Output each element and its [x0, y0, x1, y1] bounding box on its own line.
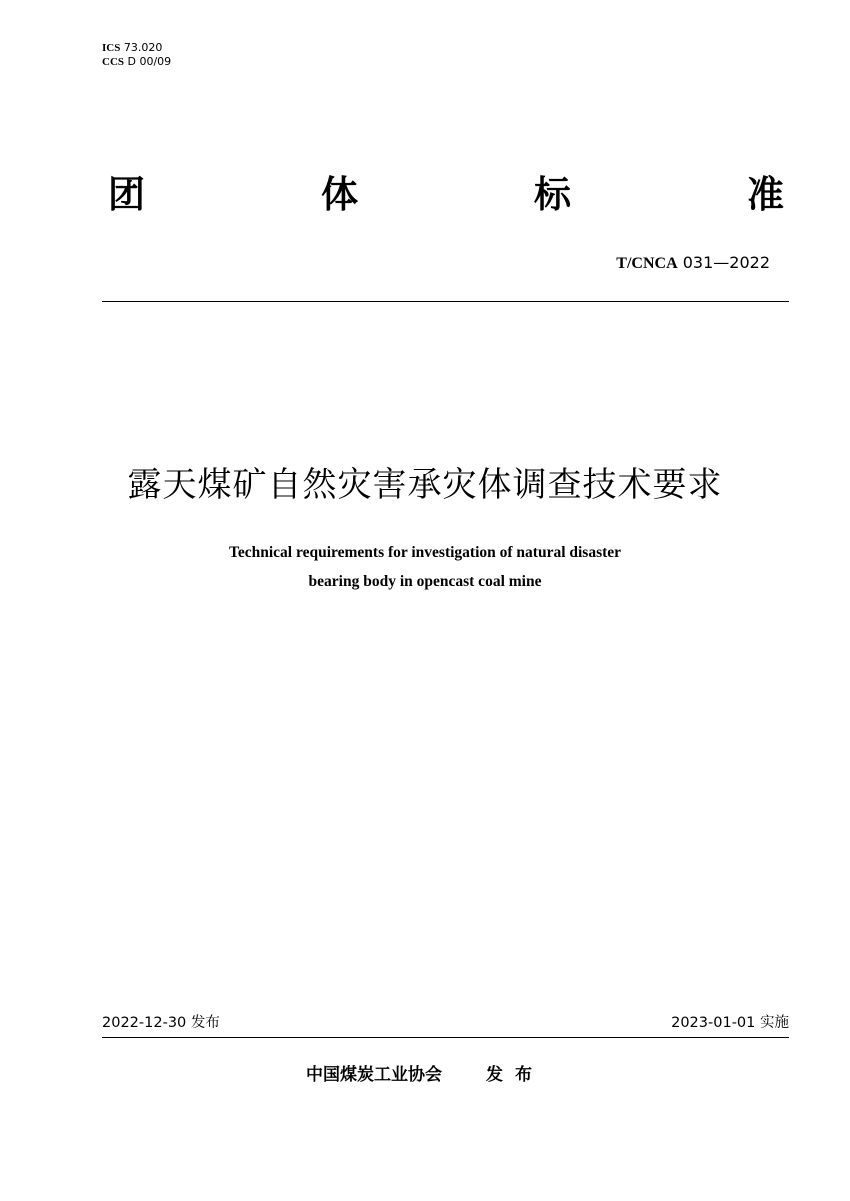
ccs-value: D 00/09 [127, 55, 172, 68]
standard-number-prefix: T/CNCA [616, 255, 678, 272]
english-title [0, 538, 850, 596]
chinese-title: 露天煤矿自然灾害承灾体调查技术要求 [127, 465, 723, 505]
english-title-line: bearing body in opencast coal mine [308, 573, 542, 590]
standard-number-value: 031—2022 [682, 253, 770, 272]
issuer-action: 发布 [485, 1065, 544, 1085]
classification-codes [102, 41, 171, 69]
standard-type-heading [108, 170, 784, 220]
standard-type-char: 体 [321, 173, 358, 216]
ics-label: ICS [102, 42, 121, 54]
ccs-label: CCS [102, 56, 125, 68]
issuing-organization [0, 1062, 850, 1088]
ics-code [102, 41, 171, 55]
standard-type-char: 团 [108, 173, 145, 216]
standard-number [616, 253, 770, 274]
ics-value: 73.020 [123, 41, 163, 54]
english-title-line: Technical requirements for investigation of natural disaster [228, 544, 622, 561]
bottom-divider [102, 1037, 789, 1038]
issuer-name: 中国煤炭工业协会 [306, 1065, 443, 1085]
standard-type-char: 标 [534, 173, 571, 216]
publish-date: 2022-12-30 发布 [102, 1015, 220, 1031]
standard-type-char: 准 [747, 173, 784, 216]
date-row [102, 1012, 789, 1034]
implement-date: 2023-01-01 实施 [671, 1015, 789, 1031]
ccs-code [102, 55, 171, 69]
top-divider [102, 301, 789, 302]
